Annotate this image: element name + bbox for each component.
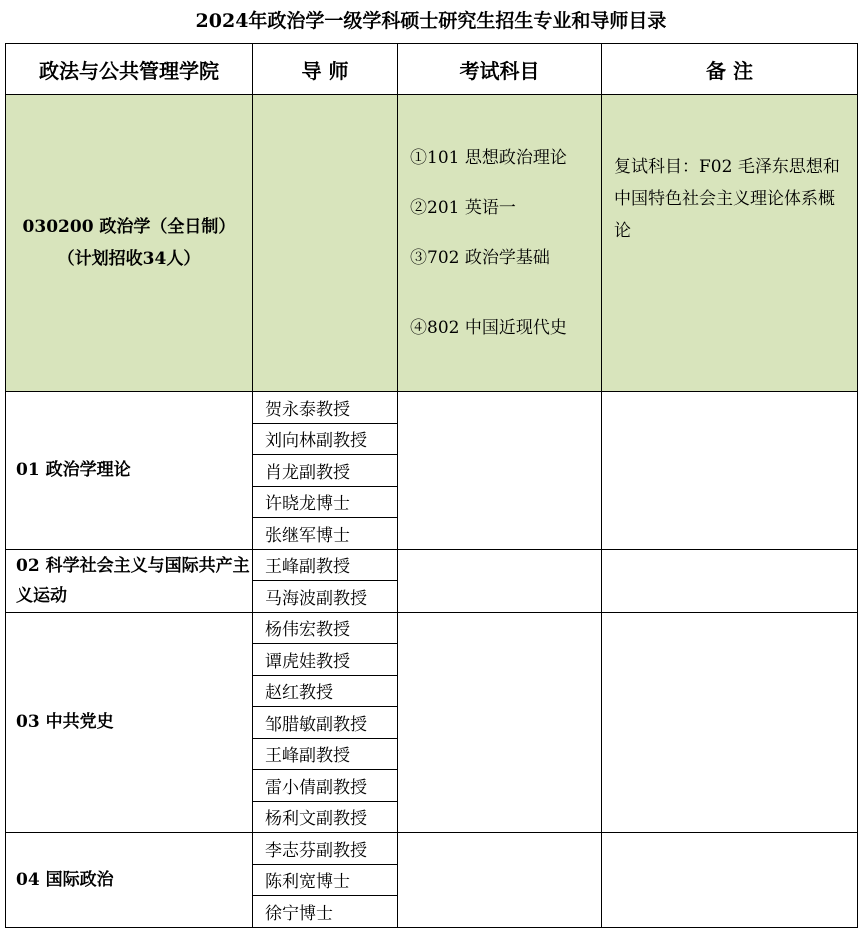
teacher-name: 邹腊敏副教授 bbox=[253, 707, 398, 739]
direction-name: 01 政治学理论 bbox=[6, 392, 253, 550]
teacher-name: 贺永泰教授 bbox=[253, 392, 398, 424]
header-exams: 考试科目 bbox=[398, 44, 602, 95]
teacher-row bbox=[6, 392, 858, 424]
note-cell bbox=[602, 612, 858, 833]
teacher-name: 刘向林副教授 bbox=[253, 423, 398, 455]
teacher-name: 陈利宽博士 bbox=[253, 864, 398, 896]
exam-cell bbox=[398, 549, 602, 612]
teacher-name: 王峰副教授 bbox=[253, 549, 398, 581]
exam-item: ①101 思想政治理论 bbox=[410, 148, 567, 168]
teacher-name: 李志芬副教授 bbox=[253, 833, 398, 865]
teacher-name: 马海波副教授 bbox=[253, 581, 398, 613]
note-cell bbox=[602, 392, 858, 550]
header-notes: 备 注 bbox=[602, 44, 858, 95]
exam-subjects bbox=[398, 95, 602, 392]
header-row bbox=[6, 44, 858, 95]
teacher-name: 张继军博士 bbox=[253, 518, 398, 550]
teacher-row bbox=[6, 612, 858, 644]
teacher-row bbox=[6, 833, 858, 865]
header-college: 政法与公共管理学院 bbox=[6, 44, 253, 95]
teacher-name: 雷小倩副教授 bbox=[253, 770, 398, 802]
direction-name: 02 科学社会主义与国际共产主义运动 bbox=[6, 549, 253, 612]
note-cell bbox=[602, 549, 858, 612]
catalog-table bbox=[5, 43, 858, 928]
teacher-name: 王峰副教授 bbox=[253, 738, 398, 770]
teacher-name: 杨利文副教授 bbox=[253, 801, 398, 833]
exam-item: ④802 中国近现代史 bbox=[410, 318, 567, 338]
exam-cell bbox=[398, 392, 602, 550]
major-name: 030200 政治学（全日制）（计划招收34人） bbox=[6, 95, 253, 392]
teacher-name: 杨伟宏教授 bbox=[253, 612, 398, 644]
teacher-name: 谭虎娃教授 bbox=[253, 644, 398, 676]
direction-name: 03 中共党史 bbox=[6, 612, 253, 833]
teacher-name: 赵红教授 bbox=[253, 675, 398, 707]
major-advisor-cell bbox=[253, 95, 398, 392]
exam-item: ②201 英语一 bbox=[410, 198, 516, 218]
teacher-name: 许晓龙博士 bbox=[253, 486, 398, 518]
exam-cell bbox=[398, 833, 602, 928]
teacher-row bbox=[6, 549, 858, 581]
note-cell bbox=[602, 833, 858, 928]
page-title: 2024年政治学一级学科硕士研究生招生专业和导师目录 bbox=[195, 10, 667, 32]
exam-cell bbox=[398, 612, 602, 833]
major-row bbox=[6, 95, 858, 392]
major-note: 复试科目：F02 毛泽东思想和中国特色社会主义理论体系概论 bbox=[602, 95, 858, 392]
teacher-name: 徐宁博士 bbox=[253, 896, 398, 928]
header-advisor: 导 师 bbox=[253, 44, 398, 95]
teacher-name: 肖龙副教授 bbox=[253, 455, 398, 487]
direction-name: 04 国际政治 bbox=[6, 833, 253, 928]
exam-item: ③702 政治学基础 bbox=[410, 248, 550, 268]
